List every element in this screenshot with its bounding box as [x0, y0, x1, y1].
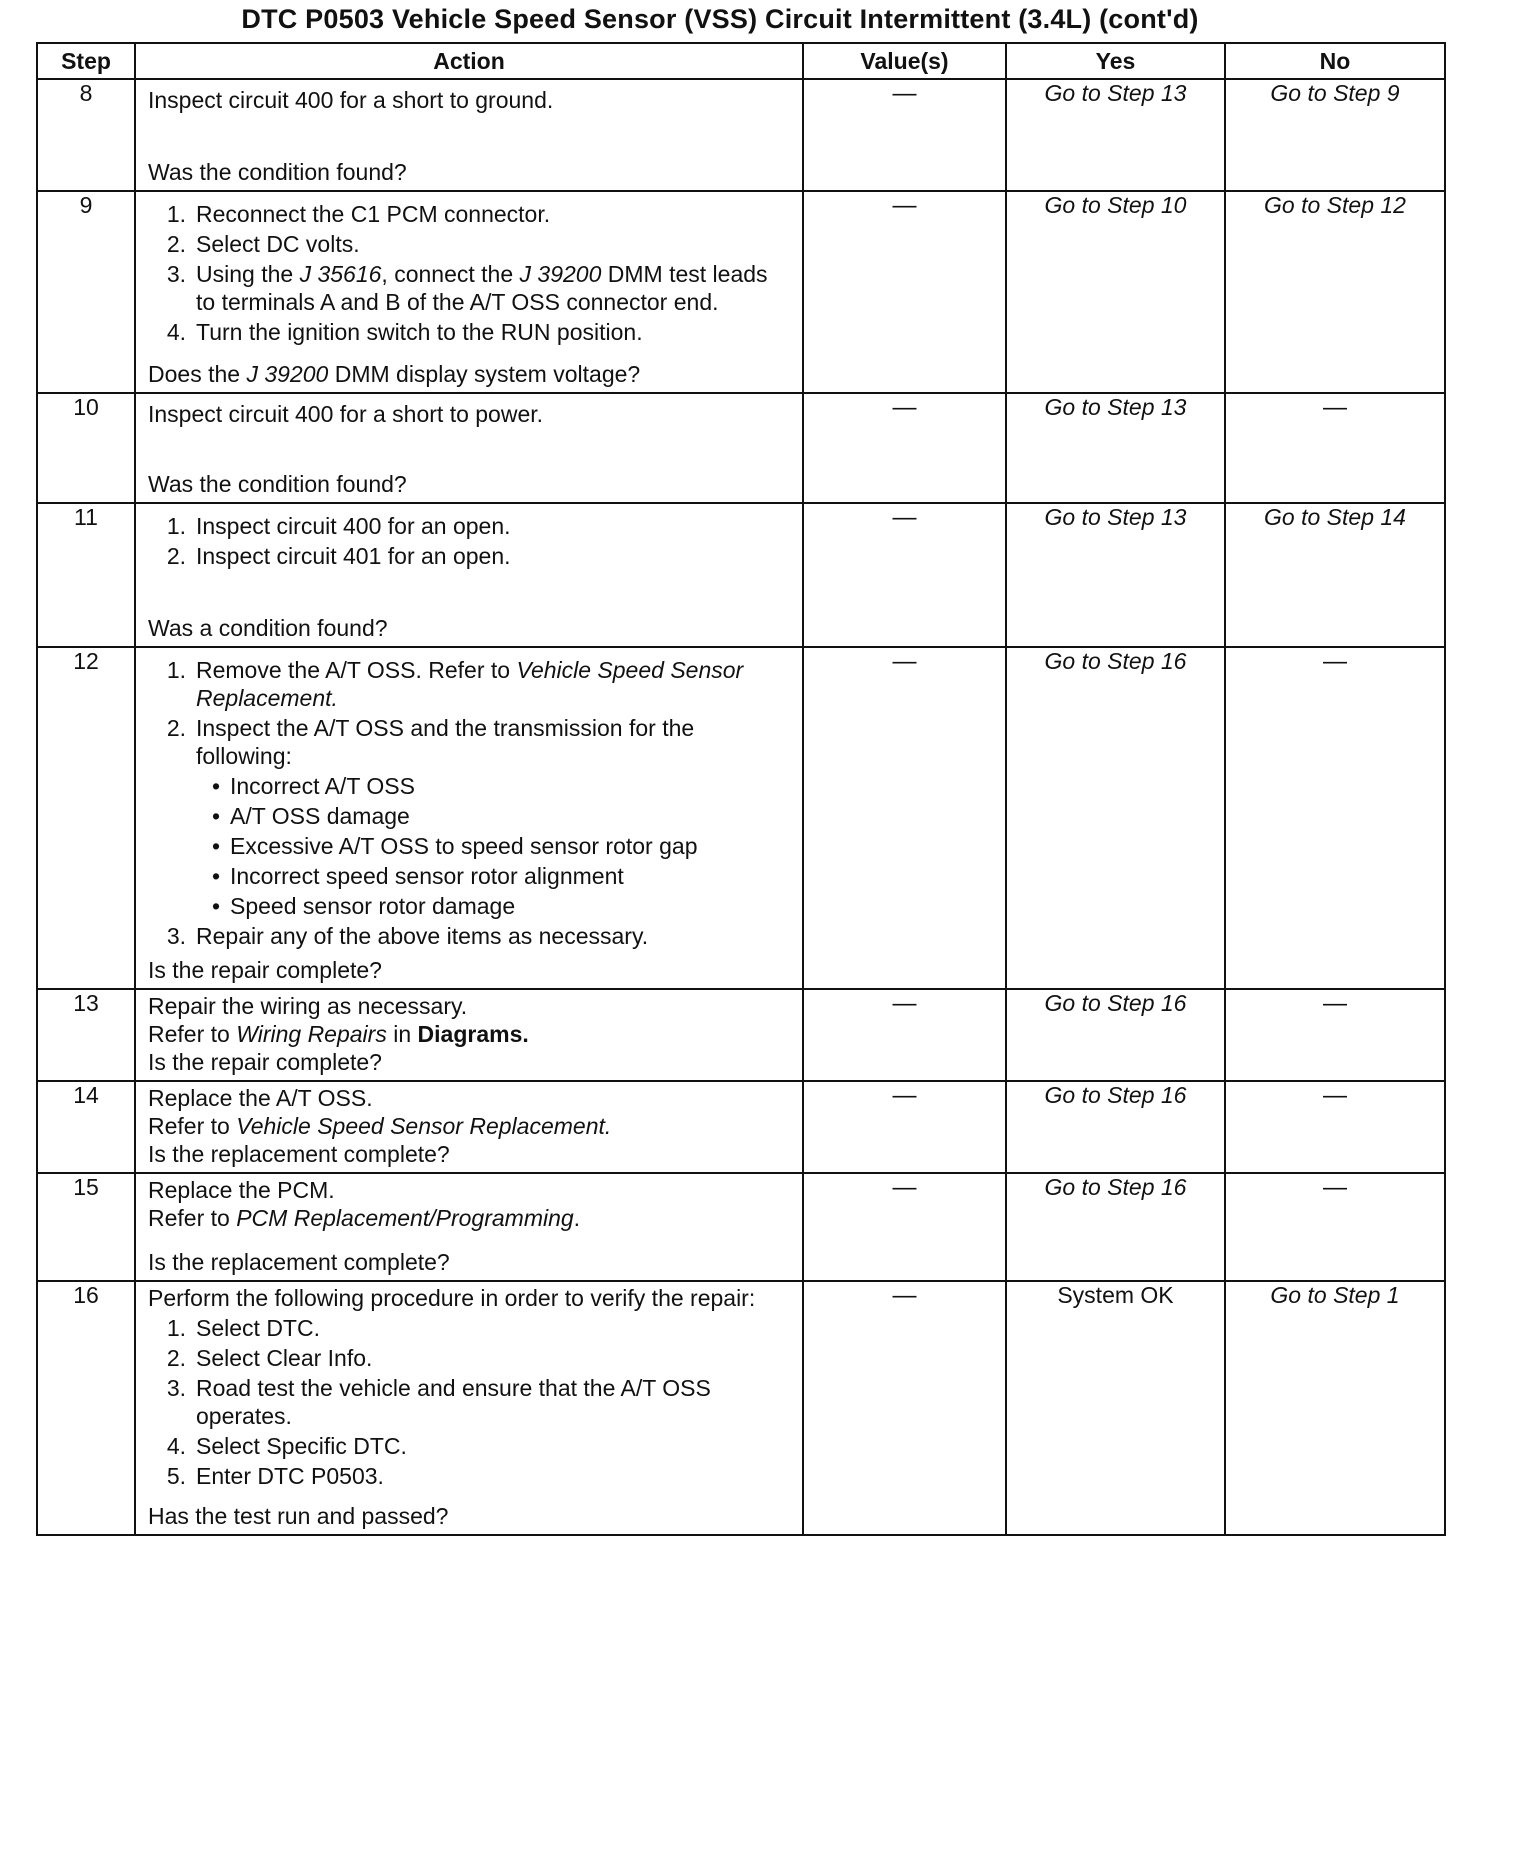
- table-row-step-12: [37, 647, 1445, 989]
- item-text: Road test the vehicle and ensure that the A/T OSS operates.: [196, 1375, 711, 1429]
- value-cell: —: [803, 1281, 1006, 1535]
- yes-cell: [1006, 647, 1225, 989]
- list-item: [148, 1374, 792, 1430]
- step-number: 8: [37, 79, 135, 191]
- no-cell: —: [1225, 1081, 1445, 1173]
- bullet-item: [148, 832, 792, 860]
- goto-link-yes[interactable]: Go to Step 16: [1044, 1174, 1187, 1200]
- value-cell: —: [803, 989, 1006, 1081]
- text-run: Using the: [196, 261, 300, 287]
- goto-link-yes[interactable]: Go to Step 16: [1044, 990, 1187, 1016]
- bullet-icon: •: [211, 803, 220, 829]
- list-item: [148, 200, 792, 228]
- action-cell: [135, 393, 803, 503]
- procedure-reference: Vehicle Speed Sensor Replacement.: [196, 657, 744, 711]
- bullet-text: Incorrect A/T OSS: [230, 773, 415, 799]
- goto-link-no[interactable]: Go to Step 14: [1264, 504, 1406, 530]
- bullet-item: [148, 892, 792, 920]
- bullet-icon: •: [211, 863, 220, 889]
- item-text: Select Specific DTC.: [196, 1433, 407, 1459]
- action-question: Is the repair complete?: [148, 957, 382, 983]
- item-number: 2.: [166, 543, 186, 569]
- list-item: [148, 1432, 792, 1460]
- list-item: [148, 512, 792, 540]
- item-text: Inspect circuit 400 for an open.: [196, 513, 511, 539]
- item-number: 1.: [166, 1315, 186, 1341]
- list-item: [148, 542, 792, 570]
- text-run: Refer to: [148, 1021, 237, 1047]
- step-number: 11: [37, 503, 135, 647]
- table-row-step-9: [37, 191, 1445, 393]
- action-question: Was a condition found?: [148, 615, 388, 641]
- action-reference: [148, 1112, 792, 1140]
- bullet-text: Incorrect speed sensor rotor alignment: [230, 863, 624, 889]
- yes-cell: [1006, 191, 1225, 393]
- table-row-step-14: [37, 1081, 1445, 1173]
- list-item: [148, 922, 792, 950]
- item-number: 1.: [166, 657, 186, 683]
- header-values: Value(s): [803, 43, 1006, 79]
- item-text: [196, 656, 792, 712]
- action-text: Inspect circuit 400 for a short to power.: [148, 401, 544, 427]
- no-cell: —: [1225, 1173, 1445, 1281]
- action-question: Was the condition found?: [148, 159, 407, 185]
- action-text: Replace the PCM.: [148, 1177, 335, 1203]
- item-text: Enter DTC P0503.: [196, 1463, 384, 1489]
- yes-cell: [1006, 989, 1225, 1081]
- bullet-item: [148, 802, 792, 830]
- action-cell: [135, 989, 803, 1081]
- tool-reference: J 39200: [519, 261, 602, 287]
- value-cell: —: [803, 647, 1006, 989]
- header-yes: Yes: [1006, 43, 1225, 79]
- action-cell: [135, 503, 803, 647]
- goto-link-yes[interactable]: Go to Step 13: [1044, 80, 1187, 106]
- table-row-step-10: [37, 393, 1445, 503]
- table-row-step-15: [37, 1173, 1445, 1281]
- action-text: Perform the following procedure in order to verify the repair:: [148, 1285, 756, 1311]
- text-run: DMM display system voltage?: [328, 361, 641, 387]
- item-number: 4.: [166, 1433, 186, 1459]
- item-number: 2.: [166, 231, 186, 257]
- goto-link-yes[interactable]: Go to Step 16: [1044, 648, 1187, 674]
- yes-cell: [1006, 503, 1225, 647]
- action-question: Was the condition found?: [148, 471, 407, 497]
- goto-link-yes[interactable]: Go to Step 13: [1044, 504, 1187, 530]
- yes-cell: [1006, 1081, 1225, 1173]
- goto-link-no[interactable]: Go to Step 1: [1270, 1282, 1400, 1308]
- list-item: [148, 230, 792, 258]
- action-cell: [135, 191, 803, 393]
- list-item: [148, 1314, 792, 1342]
- action-question: Has the test run and passed?: [148, 1503, 449, 1529]
- step-number: 15: [37, 1173, 135, 1281]
- item-text: Reconnect the C1 PCM connector.: [196, 201, 551, 227]
- no-cell: —: [1225, 647, 1445, 989]
- no-cell: —: [1225, 393, 1445, 503]
- tool-reference: J 35616: [299, 261, 382, 287]
- diagnostic-table: [36, 42, 1446, 1536]
- text-run: in: [386, 1021, 418, 1047]
- action-reference: [148, 1204, 792, 1232]
- item-number: 1.: [166, 201, 186, 227]
- step-number: 10: [37, 393, 135, 503]
- goto-link-yes[interactable]: Go to Step 13: [1044, 394, 1187, 420]
- result-text: System OK: [1057, 1282, 1174, 1308]
- text-run: Does the: [148, 361, 247, 387]
- action-question: Is the replacement complete?: [148, 1249, 450, 1275]
- action-question: Is the repair complete?: [148, 1049, 382, 1075]
- item-number: 3.: [166, 923, 186, 949]
- list-item: [148, 1344, 792, 1372]
- procedure-reference: Vehicle Speed Sensor Replacement.: [236, 1113, 612, 1139]
- item-text: [196, 260, 792, 316]
- value-cell: —: [803, 79, 1006, 191]
- no-cell: [1225, 503, 1445, 647]
- yes-cell: [1006, 1173, 1225, 1281]
- item-text: Inspect circuit 401 for an open.: [196, 543, 511, 569]
- item-number: 3.: [166, 1375, 186, 1401]
- item-text: Turn the ignition switch to the RUN position.: [196, 319, 643, 345]
- table-row-step-11: [37, 503, 1445, 647]
- no-cell: [1225, 79, 1445, 191]
- step-number: 16: [37, 1281, 135, 1535]
- item-number: 2.: [166, 715, 186, 741]
- no-cell: [1225, 191, 1445, 393]
- action-cell: [135, 1081, 803, 1173]
- item-text: Repair any of the above items as necessary.: [196, 923, 649, 949]
- value-cell: —: [803, 393, 1006, 503]
- section-reference: Diagrams.: [417, 1021, 529, 1047]
- item-text: Select DTC.: [196, 1315, 320, 1341]
- action-question: [148, 360, 792, 388]
- procedure-reference: PCM Replacement/Programming: [236, 1205, 574, 1231]
- action-cell: [135, 1173, 803, 1281]
- item-number: 1.: [166, 513, 186, 539]
- list-item: [148, 260, 792, 316]
- item-number: 3.: [166, 261, 186, 287]
- procedure-reference: Wiring Repairs: [236, 1021, 387, 1047]
- action-cell: [135, 79, 803, 191]
- table-row-step-16: [37, 1281, 1445, 1535]
- text-run: Refer to: [148, 1113, 237, 1139]
- value-cell: —: [803, 191, 1006, 393]
- goto-link-yes[interactable]: Go to Step 10: [1044, 192, 1187, 218]
- item-text: Select Clear Info.: [196, 1345, 373, 1371]
- action-cell: [135, 1281, 803, 1535]
- text-run: .: [573, 1205, 581, 1231]
- bullet-icon: •: [211, 773, 220, 799]
- action-cell: [135, 647, 803, 989]
- bullet-icon: •: [211, 893, 220, 919]
- value-cell: —: [803, 1081, 1006, 1173]
- bullet-text: A/T OSS damage: [230, 803, 410, 829]
- action-question: Is the replacement complete?: [148, 1141, 450, 1167]
- yes-cell: [1006, 79, 1225, 191]
- list-item: [148, 1462, 792, 1490]
- table-row-step-8: [37, 79, 1445, 191]
- item-text: Select DC volts.: [196, 231, 360, 257]
- text-run: Refer to: [148, 1205, 237, 1231]
- text-run: , connect the: [381, 261, 520, 287]
- table-header-row: [37, 43, 1445, 79]
- tool-reference: J 39200: [246, 361, 329, 387]
- header-step: Step: [37, 43, 135, 79]
- bullet-item: [148, 862, 792, 890]
- action-text: Replace the A/T OSS.: [148, 1085, 373, 1111]
- bullet-icon: •: [211, 833, 220, 859]
- step-number: 12: [37, 647, 135, 989]
- bullet-text: Speed sensor rotor damage: [230, 893, 516, 919]
- no-cell: [1225, 1281, 1445, 1535]
- item-number: 2.: [166, 1345, 186, 1371]
- list-item: [148, 714, 792, 770]
- action-text: Repair the wiring as necessary.: [148, 993, 468, 1019]
- text-run: Remove the A/T OSS. Refer to: [196, 657, 517, 683]
- step-number: 14: [37, 1081, 135, 1173]
- bullet-item: [148, 772, 792, 800]
- action-text: Inspect circuit 400 for a short to ground.: [148, 87, 554, 113]
- goto-link-yes[interactable]: Go to Step 16: [1044, 1082, 1187, 1108]
- bullet-text: Excessive A/T OSS to speed sensor rotor gap: [230, 833, 698, 859]
- item-text: Inspect the A/T OSS and the transmission for the following:: [196, 715, 695, 769]
- header-no: No: [1225, 43, 1445, 79]
- list-item: [148, 318, 792, 346]
- text-run: DMM test leads to terminals A and B of the A/T OSS connector end.: [196, 261, 768, 315]
- item-number: 4.: [166, 319, 186, 345]
- yes-cell: [1006, 393, 1225, 503]
- yes-cell: [1006, 1281, 1225, 1535]
- goto-link-no[interactable]: Go to Step 12: [1264, 192, 1406, 218]
- goto-link-no[interactable]: Go to Step 9: [1270, 80, 1400, 106]
- action-reference: [148, 1020, 792, 1048]
- table-row-step-13: [37, 989, 1445, 1081]
- header-action: Action: [135, 43, 803, 79]
- value-cell: —: [803, 503, 1006, 647]
- item-number: 5.: [166, 1463, 186, 1489]
- value-cell: —: [803, 1173, 1006, 1281]
- list-item: [148, 656, 792, 712]
- no-cell: —: [1225, 989, 1445, 1081]
- step-number: 13: [37, 989, 135, 1081]
- step-number: 9: [37, 191, 135, 393]
- page-title: DTC P0503 Vehicle Speed Sensor (VSS) Circuit Intermittent (3.4L) (cont'd): [241, 4, 1199, 34]
